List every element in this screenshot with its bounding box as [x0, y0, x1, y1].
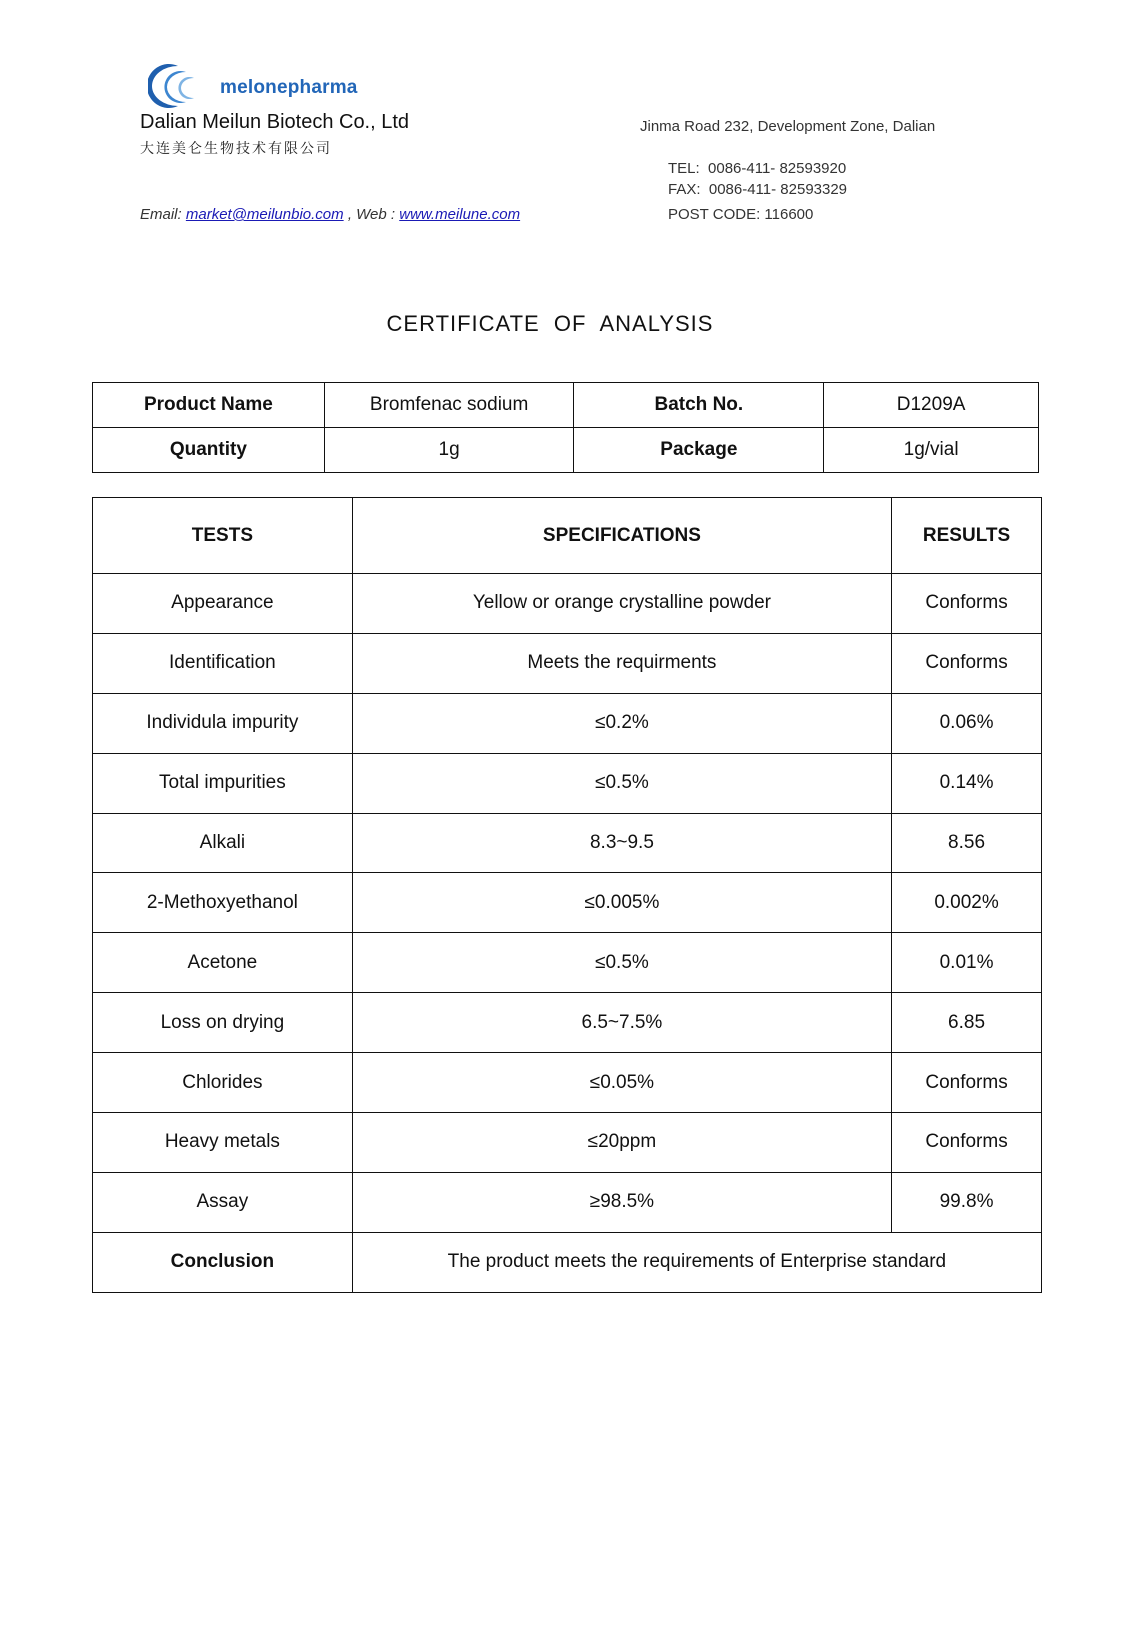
test-spec: ≥98.5% [352, 1172, 891, 1232]
test-spec: ≤20ppm [352, 1113, 891, 1173]
test-name: Total impurities [93, 753, 353, 813]
batch-value: D1209A [824, 383, 1039, 428]
email-link[interactable]: market@meilunbio.com [185, 206, 344, 223]
product-info-table [92, 382, 1039, 473]
test-result: 6.85 [892, 993, 1042, 1053]
conclusion-text: The product meets the requirements of Enterprise standard [352, 1232, 1041, 1292]
test-spec: ≤0.05% [352, 1053, 891, 1113]
test-result: Conforms [892, 1113, 1042, 1173]
test-spec: 8.3~9.5 [352, 813, 891, 873]
email-label: Email: [140, 206, 182, 223]
test-result: Conforms [892, 1053, 1042, 1113]
package-label: Package [574, 428, 824, 473]
fax: FAX: 0086-411- 82593329 [668, 181, 848, 198]
test-result: 0.06% [892, 693, 1042, 753]
tests-table [92, 497, 1042, 1293]
table-row [93, 933, 1042, 993]
test-name: Acetone [93, 933, 353, 993]
package-value: 1g/vial [824, 428, 1039, 473]
test-spec: Yellow or orange crystalline powder [352, 574, 891, 634]
tests-header-row [93, 498, 1042, 574]
contact-line [140, 206, 520, 223]
test-name: Assay [93, 1172, 353, 1232]
table-row [93, 1113, 1042, 1173]
web-label: , Web : [347, 206, 396, 223]
test-spec: 6.5~7.5% [352, 993, 891, 1053]
batch-label: Batch No. [574, 383, 824, 428]
product-name-label: Product Name [93, 383, 325, 428]
info-row [93, 383, 1039, 428]
document-title: CERTIFICATE OF ANALYSIS [386, 311, 714, 336]
test-name: Loss on drying [93, 993, 353, 1053]
test-name: 2-Methoxyethanol [93, 873, 353, 933]
test-result: Conforms [892, 633, 1042, 693]
test-spec: Meets the requirments [352, 633, 891, 693]
web-link[interactable]: www.meilune.com [399, 206, 521, 223]
table-row [93, 1172, 1042, 1232]
table-row [93, 633, 1042, 693]
test-name: Chlorides [93, 1053, 353, 1113]
table-row [93, 1053, 1042, 1113]
quantity-label: Quantity [93, 428, 325, 473]
company-name-chinese: 大连美仑生物技术有限公司 [140, 141, 332, 157]
test-result: 0.14% [892, 753, 1042, 813]
quantity-value: 1g [324, 428, 574, 473]
test-name: Alkali [93, 813, 353, 873]
table-row [93, 753, 1042, 813]
test-result: 8.56 [892, 813, 1042, 873]
header-tests: TESTS [93, 498, 353, 574]
test-result: 0.002% [892, 873, 1042, 933]
product-name-value: Bromfenac sodium [324, 383, 574, 428]
header-specifications: SPECIFICATIONS [352, 498, 891, 574]
test-name: Appearance [93, 574, 353, 634]
post-code: POST CODE: 116600 [668, 206, 814, 223]
brand-name: melonepharma [220, 77, 358, 98]
company-name: Dalian Meilun Biotech Co., Ltd [140, 111, 410, 133]
test-result: Conforms [892, 574, 1042, 634]
test-result: 99.8% [892, 1172, 1042, 1232]
test-spec: ≤0.5% [352, 753, 891, 813]
test-name: Heavy metals [93, 1113, 353, 1173]
header-results: RESULTS [892, 498, 1042, 574]
table-row [93, 574, 1042, 634]
test-spec: ≤0.5% [352, 933, 891, 993]
test-spec: ≤0.005% [352, 873, 891, 933]
table-row [93, 813, 1042, 873]
conclusion-label: Conclusion [93, 1232, 353, 1292]
info-row [93, 428, 1039, 473]
table-row [93, 693, 1042, 753]
address: Jinma Road 232, Development Zone, Dalian [640, 118, 936, 135]
telephone: TEL: 0086-411- 82593920 [668, 160, 847, 177]
test-name: Individula impurity [93, 693, 353, 753]
test-result: 0.01% [892, 933, 1042, 993]
table-row [93, 873, 1042, 933]
test-spec: ≤0.2% [352, 693, 891, 753]
test-name: Identification [93, 633, 353, 693]
crescent-waves-logo [148, 62, 208, 110]
table-row [93, 993, 1042, 1053]
conclusion-row [93, 1232, 1042, 1292]
